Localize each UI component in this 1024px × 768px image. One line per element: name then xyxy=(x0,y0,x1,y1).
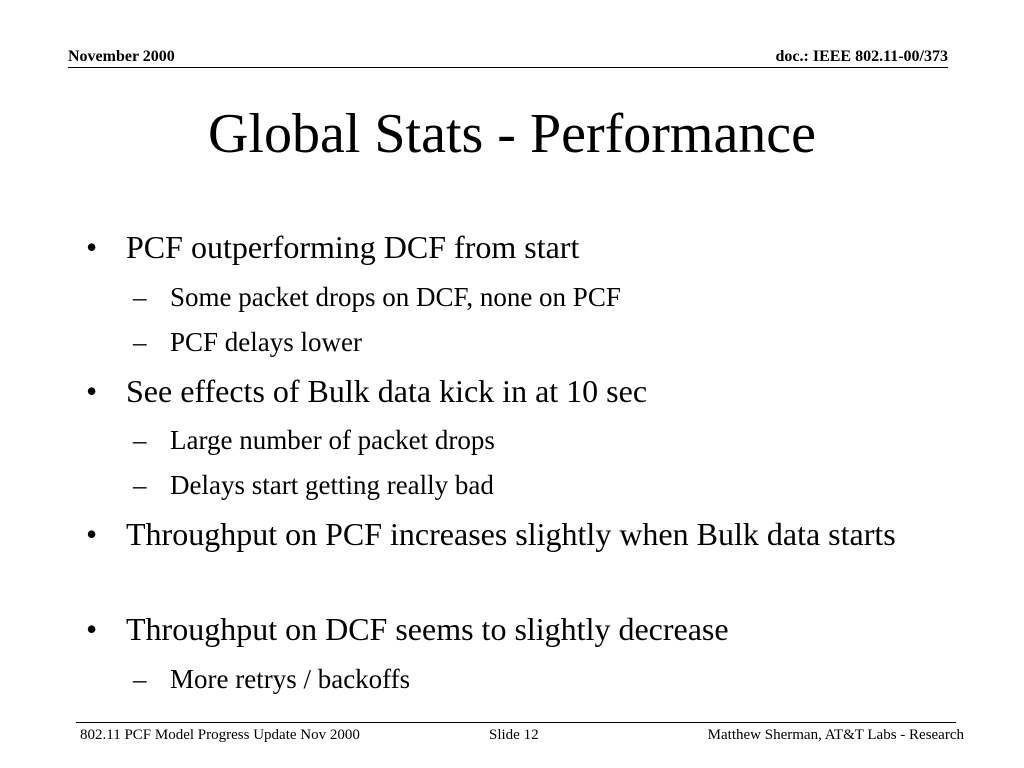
slide-number: Slide 12 xyxy=(489,727,539,743)
bullet-text: PCF outperforming DCF from start xyxy=(126,229,580,265)
sub-bullet-marker: – xyxy=(133,664,147,694)
header-date: November 2000 xyxy=(68,48,175,65)
footer-title: 802.11 PCF Model Progress Update Nov 2000 xyxy=(80,727,360,743)
bullet-marker: • xyxy=(86,611,98,647)
bullet-marker: • xyxy=(86,516,98,552)
sub-bullet-text: More retrys / backoffs xyxy=(170,664,411,694)
sub-bullet-text: PCF delays lower xyxy=(170,327,362,357)
sub-bullet-text: Delays start getting really bad xyxy=(170,470,494,500)
sub-bullet-text: Large number of packet drops xyxy=(170,425,495,455)
footer-author: Matthew Sherman, AT&T Labs - Research xyxy=(707,727,964,743)
sub-bullet-text: Some packet drops on DCF, none on PCF xyxy=(170,282,621,312)
bullet-text: Throughput on PCF increases slightly when Bulk data starts xyxy=(126,516,896,552)
bullet-text: See effects of Bulk data kick in at 10 sec xyxy=(126,373,648,409)
sub-bullet-marker: – xyxy=(133,425,147,455)
sub-bullet-marker: – xyxy=(133,282,147,312)
sub-bullet-marker: – xyxy=(133,327,147,357)
footer-divider xyxy=(76,722,956,723)
slide-title: Global Stats - Performance xyxy=(207,103,817,165)
bullet-marker: • xyxy=(86,373,98,409)
header-doc-id: doc.: IEEE 802.11-00/373 xyxy=(775,48,948,65)
sub-bullet-marker: – xyxy=(133,470,147,500)
bullet-marker: • xyxy=(86,229,98,265)
bullet-text: Throughput on DCF seems to slightly decrease xyxy=(126,611,729,647)
